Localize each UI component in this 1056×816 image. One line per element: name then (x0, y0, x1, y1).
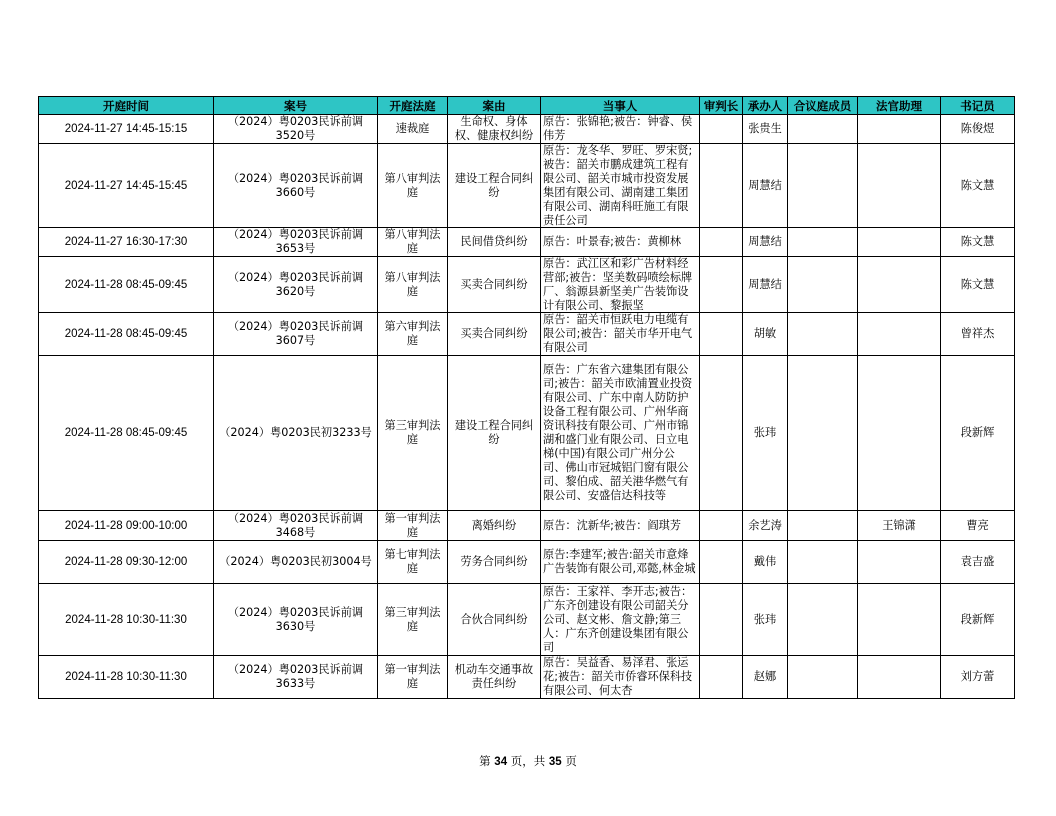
table-row (39, 115, 1015, 144)
parties-cell (541, 313, 700, 356)
courtroom-cell-text: 第一审判法庭 (384, 663, 441, 690)
clerk-cell (941, 228, 1015, 257)
case-number-cell (214, 541, 378, 584)
cause-cell-text: 生命权、身体权、健康权纠纷 (454, 115, 534, 142)
clerk-cell (941, 541, 1015, 584)
clerk-cell-text: 段新辉 (960, 426, 995, 439)
total-page-count: 35 (548, 756, 562, 768)
case-number-cell-text: （2024）粤0203民诉前调3468号 (227, 511, 364, 539)
cause-cell (448, 584, 541, 656)
handler-cell (743, 584, 788, 656)
footer-suffix: 页 (565, 754, 577, 768)
table-row (39, 541, 1015, 584)
clerk-cell-text: 刘方蕾 (960, 670, 995, 683)
cause-cell-text: 合伙合同纠纷 (460, 612, 528, 626)
judge-assistant-cell (858, 541, 941, 584)
cause-cell-text: 民间借贷纠纷 (460, 235, 528, 248)
parties-cell-text: 原告：广东省六建集团有限公司;被告：韶关市欧浦置业投资有限公司、广东中南人防防护设备工程有限公司、广州华商资讯科技有限公司、广州市锦湖和盛门业有限公司、日立电梯(中国)有限公司广州分公司、佛山市冠城铝门窗有限公司、黎伯成、韶关港华燃气有限公司、安盛信达科技等 (543, 363, 693, 502)
parties-cell (541, 511, 700, 541)
clerk-cell-text: 陈文慧 (960, 178, 995, 192)
handler-cell-text: 胡敏 (753, 327, 777, 340)
clerk-cell (941, 144, 1015, 228)
header-judge-assistant: 法官助理 (858, 97, 941, 115)
courtroom-cell-text: 第一审判法庭 (384, 511, 441, 539)
handler-cell (743, 257, 788, 313)
parties-cell (541, 115, 700, 144)
panel-members-cell (788, 541, 858, 584)
handler-cell (743, 511, 788, 541)
case-number-cell-text: （2024）粤0203民诉前调3633号 (227, 663, 364, 690)
header-presiding-judge: 审判长 (700, 97, 743, 115)
clerk-cell-text: 曹亮 (966, 518, 989, 532)
judge-assistant-cell (858, 313, 941, 356)
page-footer (0, 753, 1056, 769)
header-clerk: 书记员 (941, 97, 1015, 115)
clerk-cell-text: 陈文慧 (960, 277, 995, 291)
judge-assistant-cell (858, 144, 941, 228)
hearing-time-cell (39, 257, 214, 313)
hearing-time-cell (39, 541, 214, 584)
courtroom-cell-text: 第六审判法庭 (384, 320, 441, 347)
table-row (39, 257, 1015, 313)
cause-cell (448, 144, 541, 228)
header-panel-members: 合议庭成员 (788, 97, 858, 115)
hearing-time-cell (39, 115, 214, 144)
hearing-time-cell (39, 356, 214, 511)
courtroom-cell (378, 228, 448, 257)
case-number-cell (214, 115, 378, 144)
case-number-cell (214, 511, 378, 541)
hearing-time-cell-text: 2024-11-28 08:45-09:45 (64, 278, 188, 291)
courtroom-cell-text: 第八审判法庭 (384, 270, 441, 298)
table-row (39, 144, 1015, 228)
judge-assistant-cell (858, 356, 941, 511)
panel-members-cell (788, 313, 858, 356)
cause-cell-text: 离婚纠纷 (471, 518, 517, 532)
case-number-cell (214, 257, 378, 313)
parties-cell (541, 656, 700, 699)
parties-cell-text: 原告：吴益香、易泽君、张运花;被告：韶关市侨睿环保科技有限公司、何太杏 (543, 656, 693, 697)
judge-assistant-cell-text: 王锦潇 (882, 518, 916, 532)
parties-cell (541, 144, 700, 228)
case-number-cell (214, 656, 378, 699)
presiding-judge-cell (700, 313, 743, 356)
presiding-judge-cell (700, 257, 743, 313)
case-number-cell-text: （2024）粤0203民诉前调3520号 (227, 115, 364, 142)
header-hearing-time: 开庭时间 (39, 97, 214, 115)
hearing-time-cell-text: 2024-11-28 08:45-09:45 (64, 328, 188, 340)
handler-cell (743, 541, 788, 584)
parties-cell-text: 原告：沈新华;被告：阎琪芳 (543, 518, 682, 532)
handler-cell-text: 余艺涛 (748, 518, 782, 532)
case-number-cell-text: （2024）粤0203民初3004号 (219, 555, 372, 568)
parties-cell-text: 原告:李建军;被告:韶关市意烽广告装饰有限公司,邓懿,林金城 (543, 548, 696, 575)
footer-prefix: 第 (479, 754, 491, 768)
cause-cell (448, 511, 541, 541)
clerk-cell (941, 356, 1015, 511)
cause-cell (448, 115, 541, 144)
panel-members-cell (788, 511, 858, 541)
courtroom-cell (378, 656, 448, 699)
case-number-cell (214, 144, 378, 228)
presiding-judge-cell (700, 541, 743, 584)
cause-cell (448, 356, 541, 511)
presiding-judge-cell (700, 356, 743, 511)
cause-cell-text: 买卖合同纠纷 (460, 327, 528, 340)
hearing-time-cell-text: 2024-11-27 14:45-15:15 (64, 123, 188, 135)
cause-cell (448, 313, 541, 356)
clerk-cell (941, 656, 1015, 699)
hearing-time-cell-text: 2024-11-28 09:00-10:00 (64, 519, 188, 532)
courtroom-cell (378, 257, 448, 313)
handler-cell-text: 张贵生 (748, 122, 782, 135)
header-parties: 当事人 (541, 97, 700, 115)
parties-cell-text: 原告：王家祥、李开志;被告：广东齐创建设有限公司韶关分公司、赵文彬、詹文静;第三人：广东齐创建设集团有限公司 (543, 584, 693, 654)
header-row (39, 97, 1015, 115)
hearing-time-cell (39, 313, 214, 356)
parties-cell-text: 原告：龙冬华、罗旺、罗宋贤;被告：韶关市鹏成建筑工程有限公司、韶关市城市投资发展集团有限公司、湖南建工集团有限公司、湖南科旺施工有限责任公司 (543, 144, 693, 227)
case-number-cell (214, 313, 378, 356)
panel-members-cell (788, 356, 858, 511)
panel-members-cell (788, 656, 858, 699)
clerk-cell-text: 袁吉盛 (960, 555, 995, 568)
case-number-cell-text: （2024）粤0203民初3233号 (219, 426, 372, 439)
table-row (39, 511, 1015, 541)
table-row (39, 584, 1015, 656)
handler-cell (743, 656, 788, 699)
header-handler: 承办人 (743, 97, 788, 115)
panel-members-cell (788, 228, 858, 257)
courtroom-cell-text: 第八审判法庭 (384, 171, 441, 199)
parties-cell (541, 356, 700, 511)
cause-cell-text: 劳务合同纠纷 (460, 555, 528, 568)
hearing-time-cell (39, 144, 214, 228)
cause-cell (448, 257, 541, 313)
case-number-cell (214, 228, 378, 257)
courtroom-cell (378, 356, 448, 511)
judge-assistant-cell (858, 257, 941, 313)
case-number-cell-text: （2024）粤0203民诉前调3653号 (227, 228, 364, 255)
courtroom-cell (378, 541, 448, 584)
parties-cell-text: 原告：张锦艳;被告：钟睿、侯伟芳 (543, 115, 693, 142)
case-number-cell-text: （2024）粤0203民诉前调3660号 (227, 171, 364, 199)
cause-cell-text: 买卖合同纠纷 (460, 277, 528, 291)
cause-cell-text: 建设工程合同纠纷 (454, 171, 534, 199)
current-page-number: 34 (494, 756, 508, 768)
clerk-cell (941, 115, 1015, 144)
panel-members-cell (788, 144, 858, 228)
hearing-time-cell-text: 2024-11-27 16:30-17:30 (64, 236, 188, 248)
judge-assistant-cell (858, 656, 941, 699)
header-cause: 案由 (448, 97, 541, 115)
handler-cell-text: 周慧结 (748, 235, 782, 248)
hearing-time-cell-text: 2024-11-28 08:45-09:45 (64, 427, 188, 439)
handler-cell (743, 313, 788, 356)
panel-members-cell (788, 257, 858, 313)
handler-cell (743, 228, 788, 257)
judge-assistant-cell (858, 228, 941, 257)
case-number-cell-text: （2024）粤0203民诉前调3630号 (227, 605, 364, 633)
hearing-time-cell (39, 511, 214, 541)
presiding-judge-cell (700, 115, 743, 144)
clerk-cell-text: 陈俊煜 (960, 122, 995, 135)
cause-cell (448, 228, 541, 257)
parties-cell (541, 584, 700, 656)
handler-cell-text: 戴伟 (753, 555, 777, 568)
courtroom-cell-text: 第三审判法庭 (384, 419, 441, 446)
courtroom-cell-text: 第七审判法庭 (384, 548, 441, 575)
case-number-cell-text: （2024）粤0203民诉前调3620号 (227, 270, 364, 298)
cause-cell (448, 541, 541, 584)
hearing-time-cell-text: 2024-11-28 10:30-11:30 (65, 613, 187, 626)
courtroom-cell-text: 速裁庭 (395, 122, 430, 135)
judge-assistant-cell (858, 115, 941, 144)
table-row (39, 356, 1015, 511)
header-courtroom: 开庭法庭 (378, 97, 448, 115)
clerk-cell-text: 陈文慧 (960, 235, 995, 248)
clerk-cell-text: 曾祥杰 (960, 327, 995, 340)
cause-cell (448, 656, 541, 699)
hearing-time-cell-text: 2024-11-27 14:45-15:45 (64, 179, 188, 192)
parties-cell-text: 原告：叶景春;被告：黄柳林 (543, 235, 682, 248)
presiding-judge-cell (700, 656, 743, 699)
cause-cell-text: 机动车交通事故责任纠纷 (454, 663, 534, 690)
parties-cell (541, 541, 700, 584)
presiding-judge-cell (700, 584, 743, 656)
hearing-time-cell (39, 656, 214, 699)
hearing-time-cell (39, 228, 214, 257)
handler-cell (743, 115, 788, 144)
footer-middle: 页，共 (510, 754, 546, 768)
courtroom-cell-text: 第三审判法庭 (384, 605, 441, 633)
case-number-cell (214, 356, 378, 511)
panel-members-cell (788, 115, 858, 144)
clerk-cell (941, 313, 1015, 356)
table-row (39, 228, 1015, 257)
parties-cell (541, 257, 700, 313)
presiding-judge-cell (700, 511, 743, 541)
header-case-number: 案号 (214, 97, 378, 115)
clerk-cell (941, 511, 1015, 541)
courtroom-cell-text: 第八审判法庭 (384, 228, 441, 255)
hearing-schedule-table (38, 96, 1015, 699)
courtroom-cell (378, 115, 448, 144)
clerk-cell-text: 段新辉 (960, 612, 995, 626)
parties-cell-text: 原告：韶关市恒跃电力电缆有限公司;被告：韶关市华开电气有限公司 (543, 313, 693, 354)
judge-assistant-cell (858, 584, 941, 656)
presiding-judge-cell (700, 144, 743, 228)
handler-cell-text: 张玮 (753, 426, 777, 439)
cause-cell-text: 建设工程合同纠纷 (454, 419, 534, 446)
panel-members-cell (788, 584, 858, 656)
table-row (39, 313, 1015, 356)
hearing-time-cell-text: 2024-11-28 10:30-11:30 (65, 671, 187, 683)
courtroom-cell (378, 511, 448, 541)
handler-cell-text: 周慧结 (748, 277, 782, 291)
case-number-cell (214, 584, 378, 656)
table-row (39, 656, 1015, 699)
case-number-cell-text: （2024）粤0203民诉前调3607号 (227, 320, 364, 347)
parties-cell-text: 原告：武江区和彩广告材料经营部;被告：坚美数码喷绘标牌厂、翁源县新坚美广告装饰设计有限公司、黎振坚 (543, 257, 693, 312)
judge-assistant-cell (858, 511, 941, 541)
courtroom-cell (378, 584, 448, 656)
clerk-cell (941, 584, 1015, 656)
hearing-time-cell-text: 2024-11-28 09:30-12:00 (64, 556, 188, 568)
clerk-cell (941, 257, 1015, 313)
parties-cell (541, 228, 700, 257)
presiding-judge-cell (700, 228, 743, 257)
handler-cell (743, 144, 788, 228)
hearing-time-cell (39, 584, 214, 656)
courtroom-cell (378, 313, 448, 356)
courtroom-cell (378, 144, 448, 228)
handler-cell (743, 356, 788, 511)
handler-cell-text: 张玮 (753, 612, 777, 626)
handler-cell-text: 赵娜 (753, 670, 777, 683)
handler-cell-text: 周慧结 (748, 178, 782, 192)
